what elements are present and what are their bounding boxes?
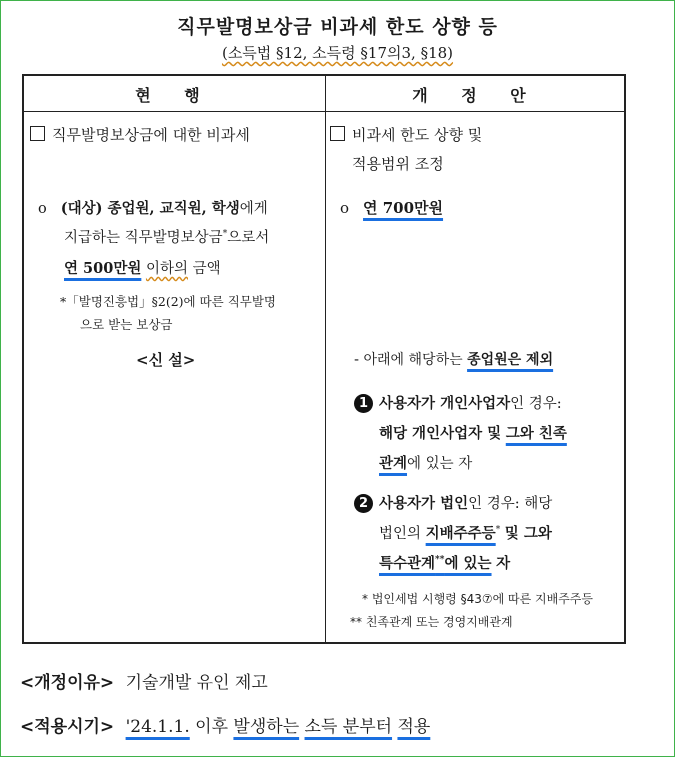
- proposed-footnote-1: * 법인세법 시행령 §43⑦에 따른 지배주주등: [362, 592, 593, 606]
- current-footnote-line1: *「발명진흥법」§2(2)에 따른 직무발명: [60, 294, 277, 309]
- page-title: 직무발명보상금 비과세 한도 상향 등: [177, 16, 498, 38]
- page-subtitle: (소득법 §12, 소득령 §17의3, §18): [221, 44, 454, 62]
- proposed-heading-line1: 비과세 한도 상향 및: [330, 124, 482, 145]
- current-bullet-line3: 연 500만원 이하의 금액: [64, 260, 221, 277]
- proposed-heading-line2: 적용범위 조정: [352, 155, 444, 173]
- number-1-icon: 1: [354, 394, 373, 413]
- number-2-icon: 2: [354, 494, 373, 513]
- checkbox-square-icon: [330, 126, 345, 141]
- comparison-table: [22, 74, 626, 644]
- current-bullet-line2: 지급하는 직무발명보상금*으로서: [64, 229, 270, 246]
- current-footnote-line2: 으로 받는 보상금: [80, 317, 173, 332]
- item2-line2: 법인의 지배주주등* 및 그와: [379, 525, 552, 542]
- current-limit-value: 연 500만원: [64, 260, 142, 277]
- proposed-limit-value: 연 700만원: [363, 199, 444, 217]
- effective-date: <적용시기> '24.1.1. 이후 발생하는 소득 분부터 적용: [20, 717, 431, 737]
- current-bullet-line1: o (대상) 종업원, 교직원, 학생에게: [38, 200, 268, 217]
- new-provision-label: <신 설>: [136, 351, 196, 369]
- proposed-footnote-2: ** 친족관계 또는 경영지배관계: [350, 615, 513, 629]
- reason-label: <개정이유>: [20, 673, 115, 693]
- item2-line1: 2 사용자가 법인인 경우: 해당: [354, 492, 552, 513]
- item2-line3: 특수관계**에 있는 자: [379, 555, 511, 572]
- header-divider: [24, 111, 624, 112]
- checkbox-square-icon: [30, 126, 45, 141]
- item1-line2: 해당 개인사업자 및 그와 친족: [379, 425, 567, 442]
- item1-line3: 관계에 있는 자: [379, 455, 473, 472]
- proposed-column-header: 개 정 안: [412, 86, 540, 105]
- column-divider: [325, 76, 326, 642]
- item1-line1: 1 사용자가 개인사업자인 경우:: [354, 392, 562, 413]
- exclusion-line: - 아래에 해당하는 종업원은 제외: [354, 352, 554, 368]
- date-label: <적용시기>: [20, 717, 115, 737]
- proposed-bullet: o 연 700만원: [340, 199, 444, 217]
- amendment-reason: <개정이유> 기술개발 유인 제고: [20, 673, 268, 693]
- current-column-header: 현 행: [135, 86, 214, 105]
- current-heading: 직무발명보상금에 대한 비과세: [30, 124, 250, 145]
